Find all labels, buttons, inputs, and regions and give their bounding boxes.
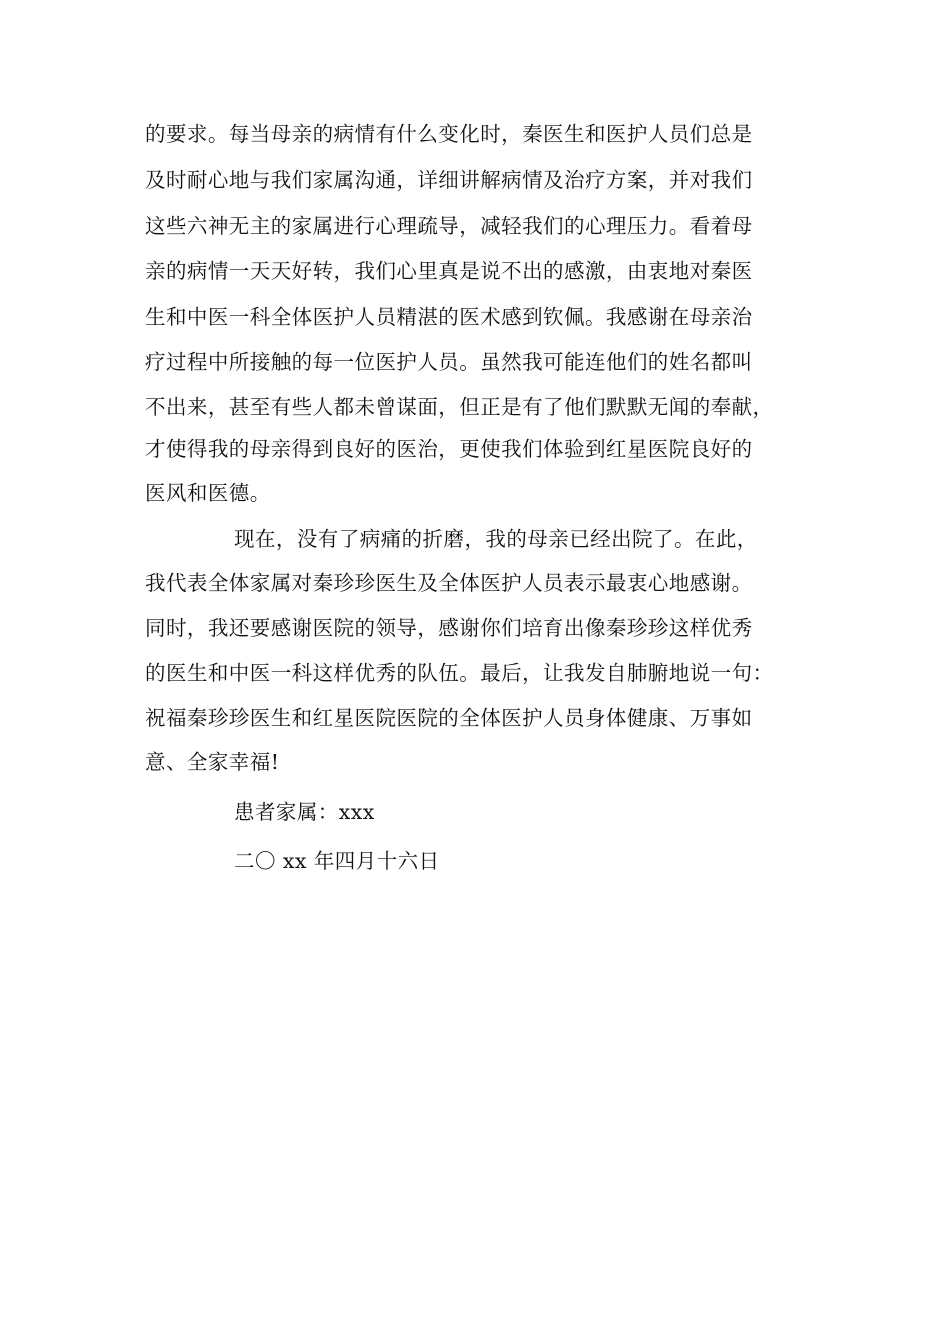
paragraph-line: 生和中医一科全体医护人员精湛的医术感到钦佩。我感谢在母亲治 — [145, 305, 753, 329]
paragraph-line: 这些六神无主的家属进行心理疏导，减轻我们的心理压力。看着母 — [145, 214, 753, 238]
paragraph-line: 祝福秦珍珍医生和红星医院医院的全体医护人员身体健康、万事如 — [145, 706, 753, 730]
paragraph-line: 现在，没有了病痛的折磨，我的母亲已经出院了。在此， — [234, 527, 758, 551]
date: 二〇 xx 年四月十六日 — [234, 849, 440, 873]
paragraph-line: 意、全家幸福! — [145, 750, 280, 774]
paragraph-line: 亲的病情一天天好转，我们心里真是说不出的感激，由衷地对秦医 — [145, 259, 753, 283]
paragraph-line: 医风和医德。 — [145, 481, 271, 505]
signature: 患者家属：xxx — [234, 800, 375, 824]
paragraph-line: 才使得我的母亲得到良好的医治，更使我们体验到红星医院良好的 — [145, 437, 753, 461]
paragraph-line: 疗过程中所接触的每一位医护人员。虽然我可能连他们的姓名都叫 — [145, 350, 753, 374]
paragraph-line: 不出来，甚至有些人都未曾谋面，但正是有了他们默默无闻的奉献， — [145, 395, 774, 419]
paragraph-line: 的医生和中医一科这样优秀的队伍。最后，让我发自肺腑地说一句： — [145, 661, 774, 685]
paragraph-line: 及时耐心地与我们家属沟通，详细讲解病情及治疗方案，并对我们 — [145, 168, 753, 192]
paragraph-line: 我代表全体家属对秦珍珍医生及全体医护人员表示最衷心地感谢。 — [145, 571, 753, 595]
paragraph-line: 同时，我还要感谢医院的领导，感谢你们培育出像秦珍珍这样优秀 — [145, 616, 753, 640]
paragraph-line: 的要求。每当母亲的病情有什么变化时，秦医生和医护人员们总是 — [145, 122, 753, 146]
